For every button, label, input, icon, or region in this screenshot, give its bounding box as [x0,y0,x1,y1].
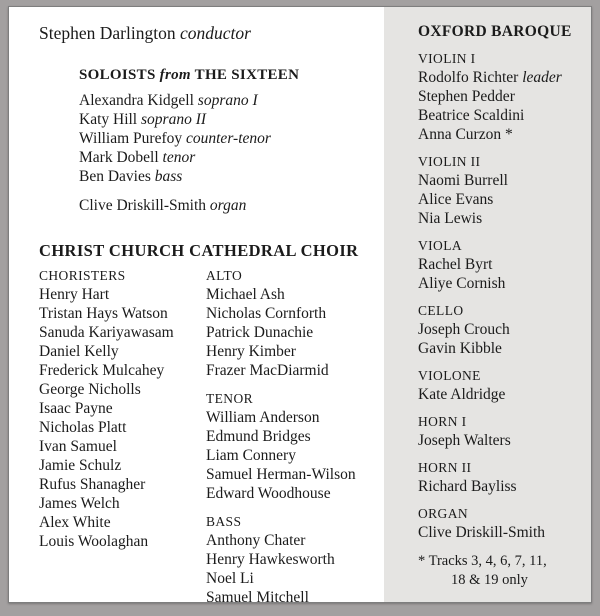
orchestra-title: OXFORD BAROQUE [418,23,572,40]
choir-member-row [206,484,384,503]
person-name: Noel Li [206,570,254,587]
choir-member-row [206,446,384,465]
choir-member-row [206,323,384,342]
section-label: CELLO [418,303,464,318]
choir-section-tenor [206,389,384,503]
section-label: HORN II [418,460,472,475]
person-name: Nicholas Platt [39,419,127,436]
orchestra-section-violin-i [418,49,583,144]
choir-member-row [39,342,206,361]
choir-member-row [39,532,206,551]
person-role: counter-tenor [186,130,271,147]
person-name: Sanuda Kariyawasam [39,324,174,341]
choir-member-row [39,285,206,304]
person-name: Gavin Kibble [418,340,502,357]
person-name: Patrick Dunachie [206,324,314,341]
person-name: Aliye Cornish [418,275,506,292]
choir-member-row [206,304,384,323]
choir-member-row [39,456,206,475]
orchestra-section-organ [418,504,583,542]
person-name: Rachel Byrt [418,256,493,273]
orchestra-sections [418,49,583,542]
choir-columns [39,266,384,616]
person-name: Daniel Kelly [39,343,119,360]
soloist-row [79,167,384,186]
soloist-row [79,91,384,110]
tracks-footnote [418,552,583,590]
person-name: James Welch [39,495,120,512]
person-name: Alice Evans [418,191,494,208]
choir-member-row [39,513,206,532]
soloists-heading [79,66,384,85]
soloists-block [79,66,384,215]
orchestra-member-row [418,209,583,228]
choir-title: CHRIST CHURCH CATHEDRAL CHOIR [39,241,359,260]
person-name: Isaac Payne [39,400,113,417]
person-name: Rufus Shanagher [39,476,146,493]
choir-member-row [39,323,206,342]
section-label: ALTO [206,268,243,283]
person-name: Henry Kimber [206,343,296,360]
section-label: VIOLONE [418,368,481,383]
soloists-heading-part2: from [159,67,191,83]
person-role: leader [522,69,562,86]
choir-section-alto [206,266,384,380]
choir-member-row [39,475,206,494]
person-name: Henry Hart [39,286,110,303]
person-name: Stephen Pedder [418,88,515,105]
orchestra-section-cello [418,301,583,358]
person-name: William Anderson [206,409,320,426]
person-role: bass [154,168,183,185]
choir-section-bass [206,512,384,607]
choir-member-row [39,494,206,513]
orchestra-member-row [418,274,583,293]
section-label: TENOR [206,391,253,406]
orchestra-member-row [418,255,583,274]
footnote-line-1: * Tracks 3, 4, 6, 7, 11, [418,553,547,569]
choir-section-choristers [39,266,206,551]
conductor-name: Stephen Darlington [39,23,176,43]
person-role: tenor [162,149,196,166]
person-name: Tristan Hays Watson [39,305,168,322]
person-name: Kate Aldridge [418,386,506,403]
soloist-row [79,148,384,167]
orchestra-section-horn-ii [418,458,583,496]
choir-member-row [39,380,206,399]
orchestra-member-row [418,106,583,125]
section-label: HORN I [418,414,467,429]
person-name: Frederick Mulcahey [39,362,165,379]
choir-member-row [206,550,384,569]
choir-member-row [39,361,206,380]
person-name: George Nicholls [39,381,141,398]
person-name: Ben Davies [79,168,151,185]
choir-member-row [206,465,384,484]
person-name: Edmund Bridges [206,428,311,445]
person-name: Clive Driskill-Smith [418,524,546,541]
person-name: Naomi Burrell [418,172,508,189]
orchestra-member-row [418,385,583,404]
choir-member-row [206,342,384,361]
section-label: CHORISTERS [39,268,126,283]
orchestra-section-viola [418,236,583,293]
orchestra-member-row [418,68,583,87]
choir-member-row [39,304,206,323]
choir-column-choristers [39,266,206,616]
person-name: Joseph Crouch [418,321,510,338]
person-name: Samuel Mitchell [206,589,309,606]
person-name: Mark Dobell [79,149,159,166]
person-name: Henry Hawkesworth [206,551,335,568]
person-name: Samuel Herman-Wilson [206,466,356,483]
section-label: ORGAN [418,506,469,521]
soloists-list [79,91,384,186]
conductor-role: conductor [179,23,251,43]
person-name: Alexandra Kidgell [79,92,194,109]
person-name: William Purefoy [79,130,183,147]
person-name: Edward Woodhouse [206,485,331,502]
choir-member-row [206,285,384,304]
person-name: Beatrice Scaldini [418,107,525,124]
person-name: Nicholas Cornforth [206,305,327,322]
person-name: Richard Bayliss [418,478,517,495]
orchestra-member-row [418,431,583,450]
main-panel [9,7,384,606]
person-role: soprano I [197,92,258,109]
choir-member-row [39,437,206,456]
person-name: Rodolfo Richter [418,69,519,86]
conductor-line [39,22,384,44]
orchestra-member-row [418,171,583,190]
person-name: Nia Lewis [418,210,483,227]
orchestra-member-row [418,190,583,209]
orchestra-member-row [418,339,583,358]
soloist-row [79,110,384,129]
choir-member-row [206,531,384,550]
section-label: BASS [206,514,242,529]
person-name: Jamie Schulz [39,457,122,474]
orchestra-section-violone [418,366,583,404]
section-label: VIOLIN I [418,51,476,66]
person-name: Anna Curzon * [418,126,513,143]
soloists-heading-part3: THE SIXTEEN [194,67,300,83]
choir-member-row [206,427,384,446]
orchestra-member-row [418,125,583,144]
section-label: VIOLIN II [418,154,481,169]
person-role: soprano II [141,111,207,128]
choir-column-voices [206,266,384,616]
programme-page [8,6,592,606]
orchestra-sidebar [384,7,591,602]
choir-member-row [206,408,384,427]
person-name: Anthony Chater [206,532,306,549]
person-name: Michael Ash [206,286,285,303]
person-name: Frazer MacDiarmid [206,362,329,379]
choir-member-row [39,418,206,437]
orchestra-member-row [418,523,583,542]
section-label: VIOLA [418,238,462,253]
footnote-line-2: 18 & 19 only [451,572,528,588]
organist-role: organ [209,197,247,214]
person-name: Alex White [39,514,111,531]
person-name: Liam Connery [206,447,296,464]
organist-name: Clive Driskill-Smith [79,197,207,214]
choir-member-row [39,399,206,418]
person-name: Joseph Walters [418,432,511,449]
choir-member-row [206,361,384,380]
organist-line [79,196,384,215]
person-name: Katy Hill [79,111,138,128]
soloist-row [79,129,384,148]
choir-member-row [206,588,384,607]
orchestra-member-row [418,320,583,339]
orchestra-member-row [418,477,583,496]
choir-member-row [206,569,384,588]
person-name: Louis Woolaghan [39,533,149,550]
orchestra-section-violin-ii [418,152,583,228]
orchestra-member-row [418,87,583,106]
person-name: Ivan Samuel [39,438,117,455]
soloists-heading-part1: SOLOISTS [79,67,156,83]
orchestra-section-horn-i [418,412,583,450]
